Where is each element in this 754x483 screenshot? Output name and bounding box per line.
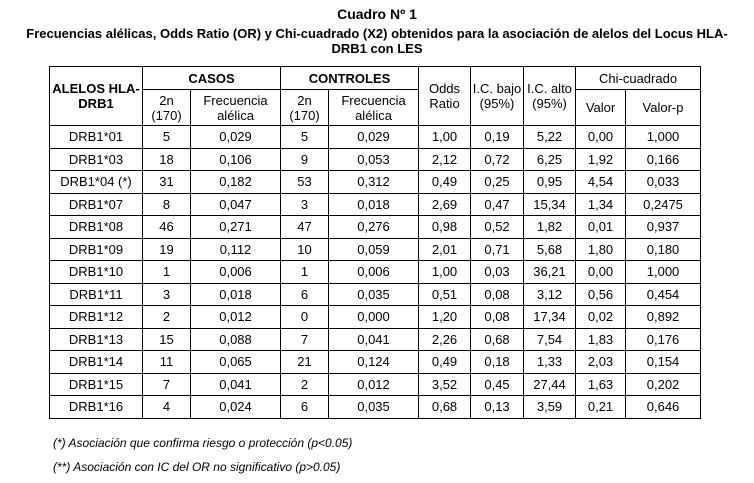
cell-allele: DRB1*13: [50, 328, 143, 351]
cell-odds-ratio: 2,69: [419, 193, 471, 216]
cell-n-casos: 4: [143, 396, 191, 419]
cell-frecuencia-controles: 0,018: [329, 193, 419, 216]
header-n-casos: 2n (170): [143, 90, 191, 126]
table-body: [50, 126, 701, 419]
cell-ic-alto: 3,12: [524, 283, 576, 306]
cell-ic-alto: 36,21: [524, 261, 576, 284]
header-chi-cuadrado: Chi-cuadrado: [576, 67, 701, 90]
cell-frecuencia-controles: 0,035: [329, 283, 419, 306]
cell-n-controles: 21: [281, 351, 329, 374]
cell-chi-valor: 0,00: [576, 126, 626, 149]
cell-chi-valor: 1,92: [576, 148, 626, 171]
cell-frecuencia-controles: 0,053: [329, 148, 419, 171]
cell-chi-valor: 2,03: [576, 351, 626, 374]
cell-n-casos: 7: [143, 373, 191, 396]
cell-frecuencia-casos: 0,106: [191, 148, 281, 171]
cell-n-controles: 0: [281, 306, 329, 329]
cell-ic-alto: 3,59: [524, 396, 576, 419]
table-subtitle: [0, 26, 754, 56]
cell-frecuencia-casos: 0,018: [191, 283, 281, 306]
cell-n-casos: 8: [143, 193, 191, 216]
cell-odds-ratio: 2,01: [419, 238, 471, 261]
cell-n-casos: 18: [143, 148, 191, 171]
cell-chi-valor: 1,83: [576, 328, 626, 351]
cell-allele: DRB1*11: [50, 283, 143, 306]
cell-chi-valor-p: 0,454: [626, 283, 701, 306]
cell-ic-bajo: 0,47: [471, 193, 524, 216]
cell-chi-valor: 1,63: [576, 373, 626, 396]
cell-ic-bajo: 0,03: [471, 261, 524, 284]
table-row: [50, 238, 701, 261]
cell-ic-bajo: 0,71: [471, 238, 524, 261]
cell-n-casos: 15: [143, 328, 191, 351]
cell-n-casos: 31: [143, 171, 191, 194]
cell-allele: DRB1*07: [50, 193, 143, 216]
cell-odds-ratio: 0,68: [419, 396, 471, 419]
table-row: [50, 216, 701, 239]
cell-n-controles: 5: [281, 126, 329, 149]
cell-chi-valor: 1,34: [576, 193, 626, 216]
table-row: [50, 193, 701, 216]
subtitle-line-1: Frecuencias alélicas, Odds Ratio (OR) y Chi-cuadrado (X2) obtenidos para la asociación de alelos del Locus HLA-: [26, 26, 728, 41]
cell-chi-valor-p: 0,892: [626, 306, 701, 329]
subtitle-line-2: DRB1 con LES: [331, 41, 423, 56]
cell-chi-valor: 0,21: [576, 396, 626, 419]
cell-ic-bajo: 0,18: [471, 351, 524, 374]
cell-odds-ratio: 0,98: [419, 216, 471, 239]
cell-n-controles: 53: [281, 171, 329, 194]
cell-ic-bajo: 0,25: [471, 171, 524, 194]
cell-ic-alto: 15,34: [524, 193, 576, 216]
cell-ic-alto: 7,54: [524, 328, 576, 351]
cell-frecuencia-casos: 0,112: [191, 238, 281, 261]
table-row: [50, 306, 701, 329]
cell-ic-bajo: 0,08: [471, 283, 524, 306]
cell-frecuencia-casos: 0,047: [191, 193, 281, 216]
cell-ic-bajo: 0,72: [471, 148, 524, 171]
cell-chi-valor-p: 0,937: [626, 216, 701, 239]
cell-chi-valor: 4,54: [576, 171, 626, 194]
header-valor: Valor: [576, 90, 626, 126]
table-row: [50, 351, 701, 374]
cell-allele: DRB1*04 (*): [50, 171, 143, 194]
table-row: [50, 373, 701, 396]
cell-n-controles: 10: [281, 238, 329, 261]
footnote-2: (**) Asociación con IC del OR no significativo (p>0.05): [53, 460, 341, 474]
cell-ic-bajo: 0,08: [471, 306, 524, 329]
table-title: Cuadro Nº 1: [337, 6, 417, 22]
cell-n-casos: 3: [143, 283, 191, 306]
cell-ic-alto: 5,22: [524, 126, 576, 149]
header-valor-p: Valor-p: [626, 90, 701, 126]
cell-n-controles: 6: [281, 396, 329, 419]
cell-n-controles: 7: [281, 328, 329, 351]
cell-frecuencia-casos: 0,006: [191, 261, 281, 284]
cell-odds-ratio: 2,12: [419, 148, 471, 171]
cell-ic-bajo: 0,68: [471, 328, 524, 351]
cell-odds-ratio: 3,52: [419, 373, 471, 396]
cell-odds-ratio: 0,51: [419, 283, 471, 306]
cell-chi-valor-p: 0,154: [626, 351, 701, 374]
cell-allele: DRB1*01: [50, 126, 143, 149]
cell-ic-alto: 27,44: [524, 373, 576, 396]
cell-chi-valor-p: 0,176: [626, 328, 701, 351]
table-row: [50, 261, 701, 284]
cell-frecuencia-controles: 0,035: [329, 396, 419, 419]
cell-frecuencia-casos: 0,088: [191, 328, 281, 351]
cell-n-casos: 11: [143, 351, 191, 374]
cell-n-controles: 47: [281, 216, 329, 239]
cell-chi-valor-p: 1,000: [626, 261, 701, 284]
cell-frecuencia-controles: 0,012: [329, 373, 419, 396]
cell-allele: DRB1*09: [50, 238, 143, 261]
cell-odds-ratio: 0,49: [419, 171, 471, 194]
cell-frecuencia-controles: 0,006: [329, 261, 419, 284]
header-n-controles: 2n (170): [281, 90, 329, 126]
cell-frecuencia-casos: 0,065: [191, 351, 281, 374]
cell-chi-valor: 0,00: [576, 261, 626, 284]
cell-n-casos: 46: [143, 216, 191, 239]
cell-frecuencia-controles: 0,000: [329, 306, 419, 329]
cell-ic-bajo: 0,52: [471, 216, 524, 239]
cell-n-controles: 6: [281, 283, 329, 306]
footnote-1: (*) Asociación que confirma riesgo o protección (p<0.05): [53, 436, 353, 450]
cell-odds-ratio: 1,00: [419, 261, 471, 284]
header-frecuencia-controles: Frecuencia alélica: [329, 90, 419, 126]
cell-frecuencia-controles: 0,059: [329, 238, 419, 261]
cell-ic-alto: 6,25: [524, 148, 576, 171]
cell-odds-ratio: 1,20: [419, 306, 471, 329]
cell-ic-bajo: 0,19: [471, 126, 524, 149]
cell-allele: DRB1*03: [50, 148, 143, 171]
cell-frecuencia-controles: 0,312: [329, 171, 419, 194]
cell-ic-bajo: 0,45: [471, 373, 524, 396]
cell-frecuencia-casos: 0,041: [191, 373, 281, 396]
cell-chi-valor-p: 0,166: [626, 148, 701, 171]
cell-frecuencia-controles: 0,041: [329, 328, 419, 351]
cell-ic-alto: 5,68: [524, 238, 576, 261]
cell-chi-valor-p: 1,000: [626, 126, 701, 149]
cell-allele: DRB1*15: [50, 373, 143, 396]
cell-n-controles: 9: [281, 148, 329, 171]
cell-ic-alto: 1,82: [524, 216, 576, 239]
cell-n-casos: 2: [143, 306, 191, 329]
cell-frecuencia-casos: 0,024: [191, 396, 281, 419]
cell-chi-valor: 0,01: [576, 216, 626, 239]
header-odds-ratio: Odds Ratio: [419, 67, 471, 126]
cell-chi-valor-p: 0,2475: [626, 193, 701, 216]
cell-chi-valor-p: 0,033: [626, 171, 701, 194]
cell-allele: DRB1*16: [50, 396, 143, 419]
header-controles: CONTROLES: [281, 67, 419, 90]
header-casos: CASOS: [143, 67, 281, 90]
header-ic-bajo: I.C. bajo (95%): [471, 67, 524, 126]
cell-frecuencia-controles: 0,276: [329, 216, 419, 239]
cell-frecuencia-controles: 0,029: [329, 126, 419, 149]
allele-table: [49, 66, 701, 419]
cell-allele: DRB1*08: [50, 216, 143, 239]
header-ic-alto: I.C. alto (95%): [524, 67, 576, 126]
cell-ic-alto: 17,34: [524, 306, 576, 329]
cell-ic-alto: 0,95: [524, 171, 576, 194]
cell-frecuencia-casos: 0,182: [191, 171, 281, 194]
cell-allele: DRB1*12: [50, 306, 143, 329]
table-row: [50, 283, 701, 306]
cell-n-casos: 1: [143, 261, 191, 284]
cell-n-controles: 3: [281, 193, 329, 216]
header-alelos: ALELOS HLA-DRB1: [50, 67, 143, 126]
cell-ic-bajo: 0,13: [471, 396, 524, 419]
cell-frecuencia-casos: 0,029: [191, 126, 281, 149]
header-frecuencia-casos: Frecuencia alélica: [191, 90, 281, 126]
table-row: [50, 126, 701, 149]
cell-chi-valor-p: 0,646: [626, 396, 701, 419]
cell-frecuencia-casos: 0,012: [191, 306, 281, 329]
cell-frecuencia-controles: 0,124: [329, 351, 419, 374]
cell-n-casos: 5: [143, 126, 191, 149]
cell-chi-valor: 0,56: [576, 283, 626, 306]
cell-ic-alto: 1,33: [524, 351, 576, 374]
table-row: [50, 148, 701, 171]
cell-odds-ratio: 0,49: [419, 351, 471, 374]
cell-odds-ratio: 2,26: [419, 328, 471, 351]
cell-odds-ratio: 1,00: [419, 126, 471, 149]
table-row: [50, 328, 701, 351]
cell-allele: DRB1*10: [50, 261, 143, 284]
table-row: [50, 171, 701, 194]
cell-chi-valor-p: 0,180: [626, 238, 701, 261]
table-row: [50, 396, 701, 419]
cell-n-controles: 1: [281, 261, 329, 284]
cell-allele: DRB1*14: [50, 351, 143, 374]
cell-chi-valor-p: 0,202: [626, 373, 701, 396]
cell-chi-valor: 1,80: [576, 238, 626, 261]
cell-chi-valor: 0,02: [576, 306, 626, 329]
cell-n-casos: 19: [143, 238, 191, 261]
cell-n-controles: 2: [281, 373, 329, 396]
cell-frecuencia-casos: 0,271: [191, 216, 281, 239]
